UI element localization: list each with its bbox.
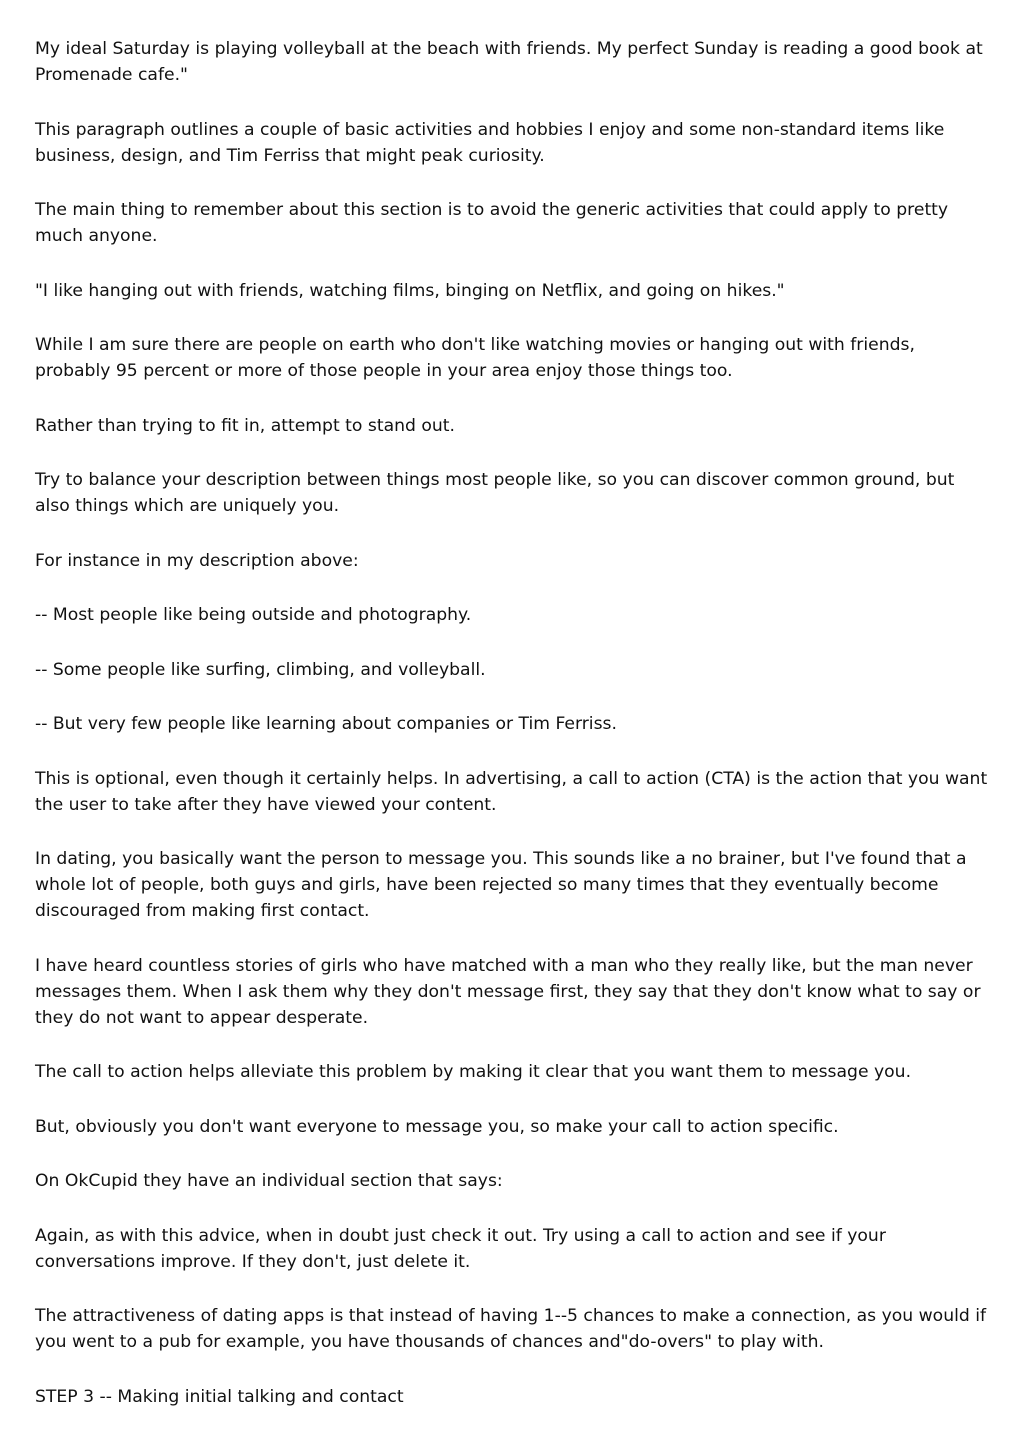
- paragraph-message-you: In dating, you basically want the person to message you. This sounds like a no brainer, but I've found that a whole lot of people, both guys and girls, have been rejected so many times that they eventually become discouraged from making first contact.: [35, 849, 967, 921]
- paragraph-stories: I have heard countless stories of girls who have matched with a man who they really like, but the man never messages them. When I ask them why they don't message first, they say that they don't know what to say or they do not want to appear desperate.: [35, 955, 981, 1028]
- paragraph-call-to-action: This is optional, even though it certainly helps. In advertising, a call to action (CTA) is the action that you want the user to take after they have viewed your content.: [35, 768, 988, 815]
- paragraph-avoid-generic: The main thing to remember about this section is to avoid the generic activities that could apply to pretty much anyone.: [35, 200, 949, 246]
- paragraph-okcupid: On OkCupid they have an individual section that says:: [35, 1171, 503, 1191]
- paragraph-for-instance: For instance in my description above:: [35, 550, 359, 571]
- list-item-some-people: -- Some people like surfing, climbing, and volleyball.: [35, 659, 486, 680]
- paragraph-balance: Try to balance your description between things most people like, so you can discover common ground, but also things which are uniquely you.: [35, 470, 955, 516]
- list-item-few-people: -- But very few people like learning about companies or Tim Ferriss.: [35, 714, 617, 734]
- paragraph-generic-quote: "I like hanging out with friends, watching films, binging on Netflix, and going on hikes.": [35, 280, 785, 301]
- list-item-most-people: -- Most people like being outside and photography.: [35, 605, 472, 625]
- paragraph-outline-hobbies: This paragraph outlines a couple of basic activities and hobbies I enjoy and some non-standard items like business, design, and Tim Ferriss that might peak curiosity.: [35, 119, 945, 166]
- paragraph-stand-out: Rather than trying to fit in, attempt to stand out.: [35, 415, 455, 436]
- paragraph-check-it-out: Again, as with this advice, when in doubt just check it out. Try using a call to action and see if your conversations improve. If they don't, just delete it.: [35, 1225, 886, 1272]
- paragraph-ideal-weekend: My ideal Saturday is playing volleyball at the beach with friends. My perfect Sunday is reading a good book at Promenade cafe.": [35, 39, 983, 85]
- document-body: [35, 36, 990, 1438]
- section-heading-step-3: STEP 3 -- Making initial talking and contact: [35, 1386, 404, 1407]
- paragraph-alleviate: The call to action helps alleviate this problem by making it clear that you want them to message you.: [35, 1062, 912, 1082]
- paragraph-specific: But, obviously you don't want everyone to message you, so make your call to action specific.: [35, 1116, 839, 1137]
- paragraph-common-things: While I am sure there are people on earth who don't like watching movies or hanging out with friends, probably 95 percent or more of those people in your area enjoy those things too.: [35, 335, 915, 381]
- paragraph-attractiveness: The attractiveness of dating apps is that instead of having 1--5 chances to make a connection, as you would if you went to a pub for example, you have thousands of chances and"do-overs" to play with.: [35, 1306, 987, 1352]
